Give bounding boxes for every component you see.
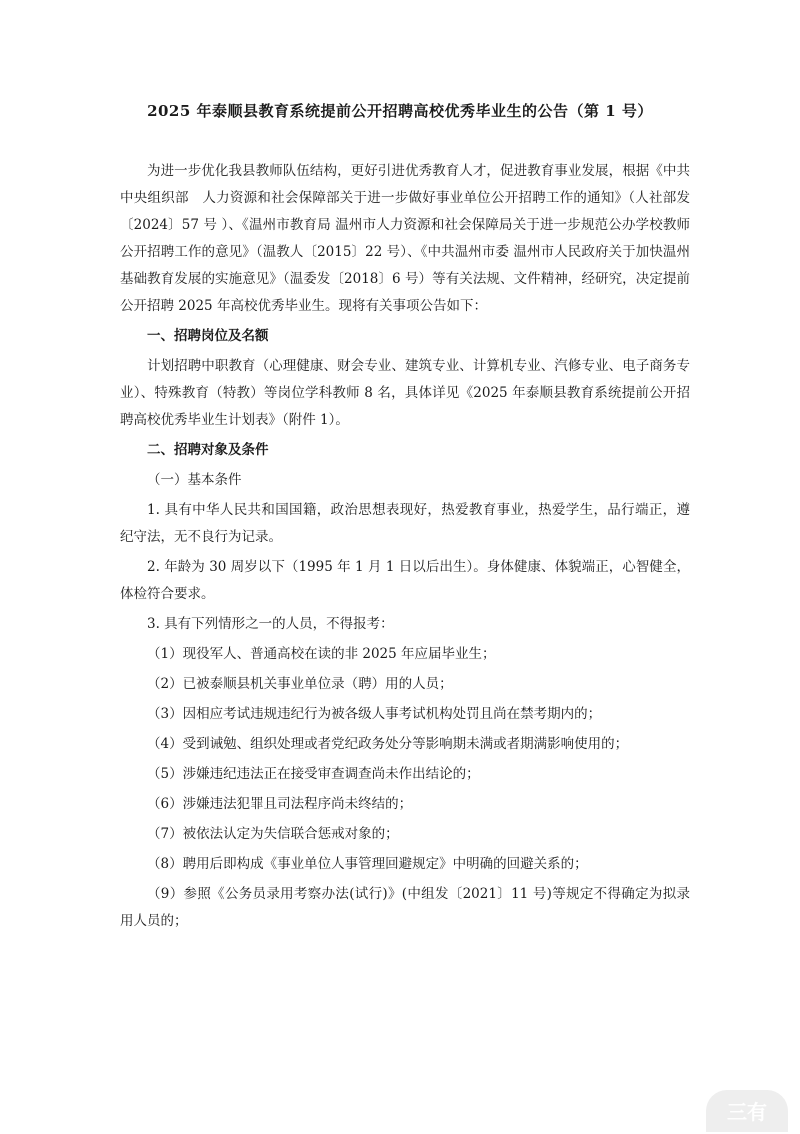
paragraph: 计划招聘中职教育（心理健康、财会专业、建筑专业、计算机专业、汽修专业、电子商务专业）、特殊教育（特教）等岗位学科教师 8 名，具体详见《2025 年泰顺县教育系统提前公开招聘高校优秀毕业生计划表》（附件 1）。 [120,358,690,428]
list-item: （7）被依法认定为失信联合惩戒对象的； [147,826,399,842]
list-item: （8）聘用后即构成《事业单位人事管理回避规定》中明确的回避关系的； [147,856,588,872]
section-heading: 一、招聘岗位及名额 [147,328,269,344]
document-body [120,158,690,938]
intro-paragraph: 为进一步优化我县教师队伍结构，更好引进优秀教育人才，促进教育事业发展，根据《中共中央组织部 人力资源和社会保障部关于进一步做好事业单位公开招聘工作的通知》（人社部发〔2024〕57 号 ）、《温州市教育局 温州市人力资源和社会保障局关于进一步规范公办学校教师公开招聘工作的意见》（温教人〔2015〕22 号）、《中共温州市委 温州市人民政府关于加快温州基础教育发展的实施意见》（温委发〔2018〕6 号）等有关法规、文件精神，经研究，决定提前公开招聘 2025 年高校优秀毕业生。现将有关事项公告如下： [120,163,690,314]
list-item: （3）因相应考试违规违纪行为被各级人事考试机构处罚且尚在禁考期内的； [147,706,602,722]
list-item: （2）已被泰顺县机关事业单位录（聘）用的人员； [147,676,453,692]
subsection-heading: （一）基本条件 [147,472,242,488]
list-item: （1）现役军人、普通高校在读的非 2025 年应届毕业生； [147,646,496,662]
list-item: （5）涉嫌违纪违法正在接受审查调查尚未作出结论的； [147,766,480,782]
list-item: （4）受到诫勉、组织处理或者党纪政务处分等影响期未满或者期满影响使用的； [147,736,629,752]
list-item: （9）参照《公务员录用考察办法(试行)》(中组发〔2021〕11 号)等规定不得确定为拟录用人员的； [120,886,690,929]
watermark-logo: 三有 [706,1090,788,1132]
paragraph: 3. 具有下列情形之一的人员，不得报考： [147,616,394,632]
paragraph: 1. 具有中华人民共和国国籍，政治思想表现好，热爱教育事业，热爱学生，品行端正，遵纪守法，无不良行为记录。 [120,502,690,545]
list-item: （6）涉嫌违法犯罪且司法程序尚未终结的； [147,796,413,812]
page-title: 2025 年泰顺县教育系统提前公开招聘高校优秀毕业生的公告（第 1 号） [147,102,653,120]
paragraph: 2. 年龄为 30 周岁以下（1995 年 1 月 1 日以后出生）。身体健康、体貌端正，心智健全，体检符合要求。 [120,559,690,602]
section-heading: 二、招聘对象及条件 [147,442,269,458]
